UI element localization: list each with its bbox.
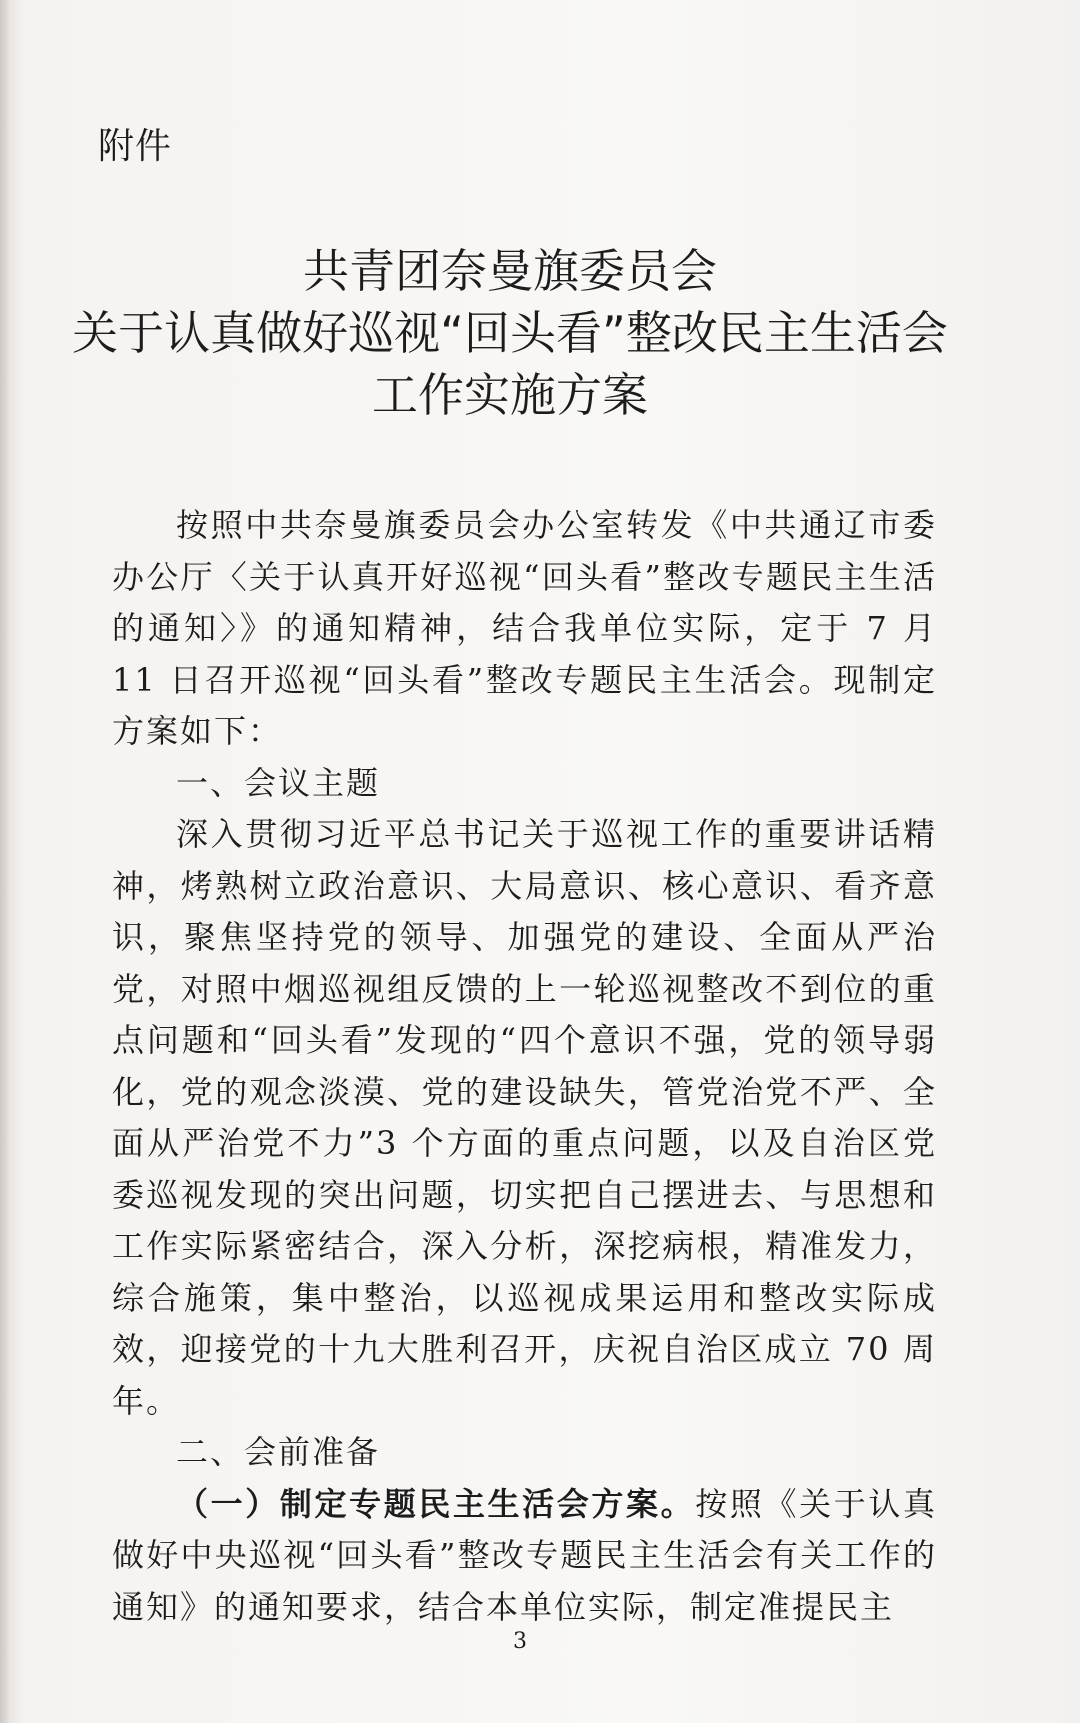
- document-body: [112, 500, 937, 1633]
- attachment-label: 附件: [98, 126, 173, 167]
- preparation-item-1: [112, 1479, 937, 1634]
- meeting-theme-paragraph: 深入贯彻习近平总书记关于巡视工作的重要讲话精神，烤熟树立政治意识、大局意识、核心意识、看齐意识，聚焦坚持党的领导、加强党的建设、全面从严治党，对照中烟巡视组反馈的上一轮巡视整改不到位的重点问题和“回头看”发现的“四个意识不强，党的领导弱化，党的观念淡漠、党的建设缺失，管党治党不严、全面从严治党不力”3 个方面的重点问题，以及自治区党委巡视发现的突出问题，切实把自己摆进去、与思想和工作实际紧密结合，深入分析，深挖病根，精准发力，综合施策，集中整治，以巡视成果运用和整改实际成效，迎接党的十九大胜利召开，庆祝自治区成立 70 周年。: [112, 815, 937, 1420]
- title-line-1: 共青团奈曼旗委员会: [303, 244, 717, 298]
- section-heading-meeting-theme: 一、会议主题: [176, 763, 381, 802]
- preparation-item-1-text: 按照《关于认真做好中央巡视“回头看”整改专题民主生活会有关工作的通知》的通知要求，结合本单位实际，制定准提民主: [112, 1484, 937, 1626]
- document-title: [60, 240, 960, 426]
- page-number: 3: [513, 1629, 527, 1654]
- title-line-3: 工作实施方案: [372, 368, 648, 422]
- preparation-item-1-lead: （一）制定专题民主生活会方案。: [176, 1484, 696, 1523]
- intro-paragraph: 按照中共奈曼旗委员会办公室转发《中共通辽市委办公厅〈关于认真开好巡视“回头看”整改专题民主生活的通知〉》的通知精神，结合我单位实际，定于 7 月 11 日召开巡视“回头看”整改专题民主生活会。现制定方案如下：: [112, 506, 937, 750]
- title-line-2: 关于认真做好巡视“回头看”整改民主生活会: [72, 306, 948, 360]
- page-edge-shadow: [0, 0, 10, 1723]
- section-heading-preparation: 二、会前准备: [176, 1433, 381, 1471]
